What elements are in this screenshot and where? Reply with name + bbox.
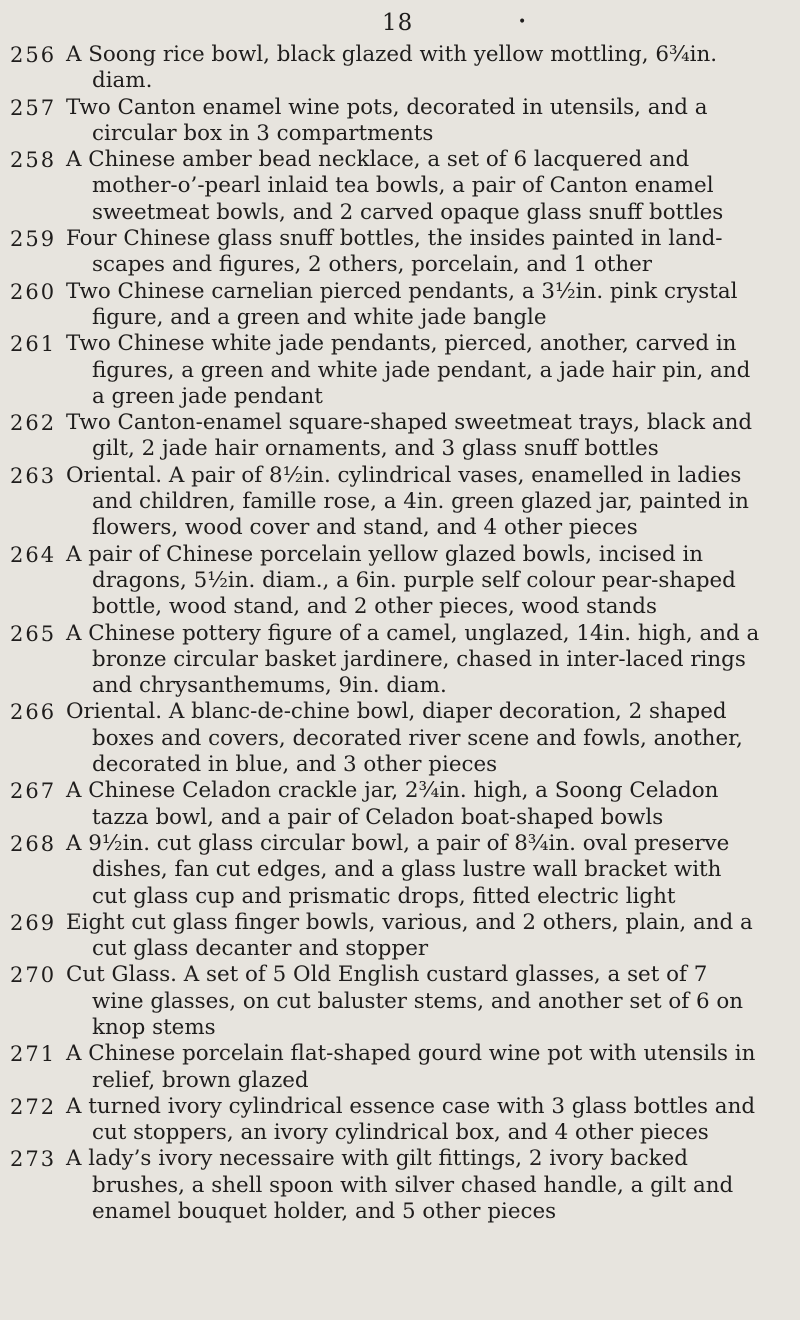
lot-description: Two Canton enamel wine pots, decorated in utensils, and a circular box in 3 compartments — [66, 94, 708, 146]
lot-number: 267 — [10, 779, 57, 804]
lot-number: 259 — [10, 227, 57, 252]
lot-description: A Chinese Celadon crackle jar, 2¾in. high, a Soong Celadon tazza bowl, and a pair of Celadon boat-shaped bowls — [66, 778, 719, 830]
lot-list — [0, 42, 800, 1225]
lot-description: Oriental. A pair of 8½in. cylindrical vases, enamelled in ladies and children, famille rose, a 4in. green glazed jar, painted in flowers, wood cover and stand, and 4 other pieces — [66, 462, 749, 541]
lot-entry — [0, 410, 800, 463]
lot-entry — [0, 621, 800, 700]
lot-entry — [0, 331, 800, 410]
lot-number: 261 — [10, 332, 57, 357]
lot-entry — [0, 778, 800, 831]
lot-description: Four Chinese glass snuff bottles, the insides painted in land-scapes and figures, 2 others, porcelain, and 1 other — [66, 226, 723, 278]
lot-entry — [0, 42, 800, 95]
lot-number: 258 — [10, 148, 57, 173]
lot-entry — [0, 542, 800, 621]
lot-entry — [0, 463, 800, 542]
lot-number: 271 — [10, 1042, 57, 1067]
lot-entry — [0, 699, 800, 778]
lot-number: 262 — [10, 411, 57, 436]
lot-description: Oriental. A blanc-de-chine bowl, diaper decoration, 2 shaped boxes and covers, decorated river scene and fowls, another, decorated in blue, and 3 other pieces — [66, 699, 743, 778]
lot-description: A turned ivory cylindrical essence case with 3 glass bottles and cut stoppers, an ivory cylindrical box, and 4 other pieces — [66, 1093, 756, 1146]
lot-entry — [0, 147, 800, 226]
lot-number: 272 — [10, 1094, 57, 1119]
lot-description: Eight cut glass finger bowls, various, and 2 others, plain, and a cut glass decanter and stopper — [66, 909, 753, 962]
lot-description: Two Canton-enamel square-shaped sweetmeat trays, black and gilt, 2 jade hair ornaments, and 3 glass snuff bottles — [66, 410, 753, 462]
page-number: 18 — [382, 10, 414, 36]
lot-description: A Chinese amber bead necklace, a set of 6 lacquered and mother-o’-pearl inlaid tea bowls, a pair of Canton enamel sweetmeat bowls, and 2 carved opaque glass snuff bottles — [66, 147, 724, 225]
lot-entry — [0, 1094, 800, 1147]
lot-description: A Soong rice bowl, black glazed with yellow mottling, 6¾in. diam. — [66, 42, 718, 94]
lot-description: A lady’s ivory necessaire with gilt fittings, 2 ivory backed brushes, a shell spoon with silver chased handle, a gilt and enamel bouquet holder, and 5 other pieces — [66, 1146, 734, 1225]
lot-description: Two Chinese white jade pendants, pierced, another, carved in figures, a green and white jade pendant, a jade hair pin, and a green jade pendant — [66, 331, 751, 409]
lot-entry — [0, 831, 800, 910]
lot-number: 260 — [10, 279, 57, 304]
lot-description: A pair of Chinese porcelain yellow glazed bowls, incised in dragons, 5½in. diam., a 6in. purple self colour pear-shaped bottle, wood stand, and 2 other pieces, wood stands — [66, 541, 736, 620]
lot-entry — [0, 1041, 800, 1094]
lot-description: A Chinese porcelain flat-shaped gourd wine pot with utensils in relief, brown glazed — [66, 1041, 756, 1093]
lot-entry — [0, 226, 800, 279]
lot-number: 270 — [10, 963, 57, 988]
lot-description: A 9½in. cut glass circular bowl, a pair of 8¾in. oval preserve dishes, fan cut edges, and a glass lustre wall bracket with cut glass cup and prismatic drops, fitted electric light — [66, 830, 730, 909]
lot-number: 257 — [10, 95, 57, 120]
lot-entry — [0, 279, 800, 332]
lot-entry — [0, 1146, 800, 1225]
lot-number: 263 — [10, 463, 57, 488]
lot-number: 269 — [10, 910, 57, 935]
lot-entry — [0, 962, 800, 1041]
lot-description: Cut Glass. A set of 5 Old English custard glasses, a set of 7 wine glasses, on cut baluster stems, and another set of 6 on knop stems — [66, 962, 744, 1040]
lot-number: 264 — [10, 542, 57, 567]
page-mark: • — [518, 14, 527, 30]
lot-description: Two Chinese carnelian pierced pendants, a 3½in. pink crystal figure, and a green and white jade bangle — [66, 278, 738, 330]
lot-number: 265 — [10, 621, 57, 646]
lot-description: A Chinese pottery figure of a camel, unglazed, 14in. high, and a bronze circular basket jardinere, chased in inter-laced rings and chrysanthemums, 9in. diam. — [66, 620, 760, 699]
lot-number: 273 — [10, 1147, 57, 1172]
lot-number: 256 — [10, 43, 57, 67]
lot-entry — [0, 910, 800, 963]
lot-number: 268 — [10, 831, 57, 856]
lot-entry — [0, 95, 800, 148]
lot-number: 266 — [10, 700, 57, 725]
